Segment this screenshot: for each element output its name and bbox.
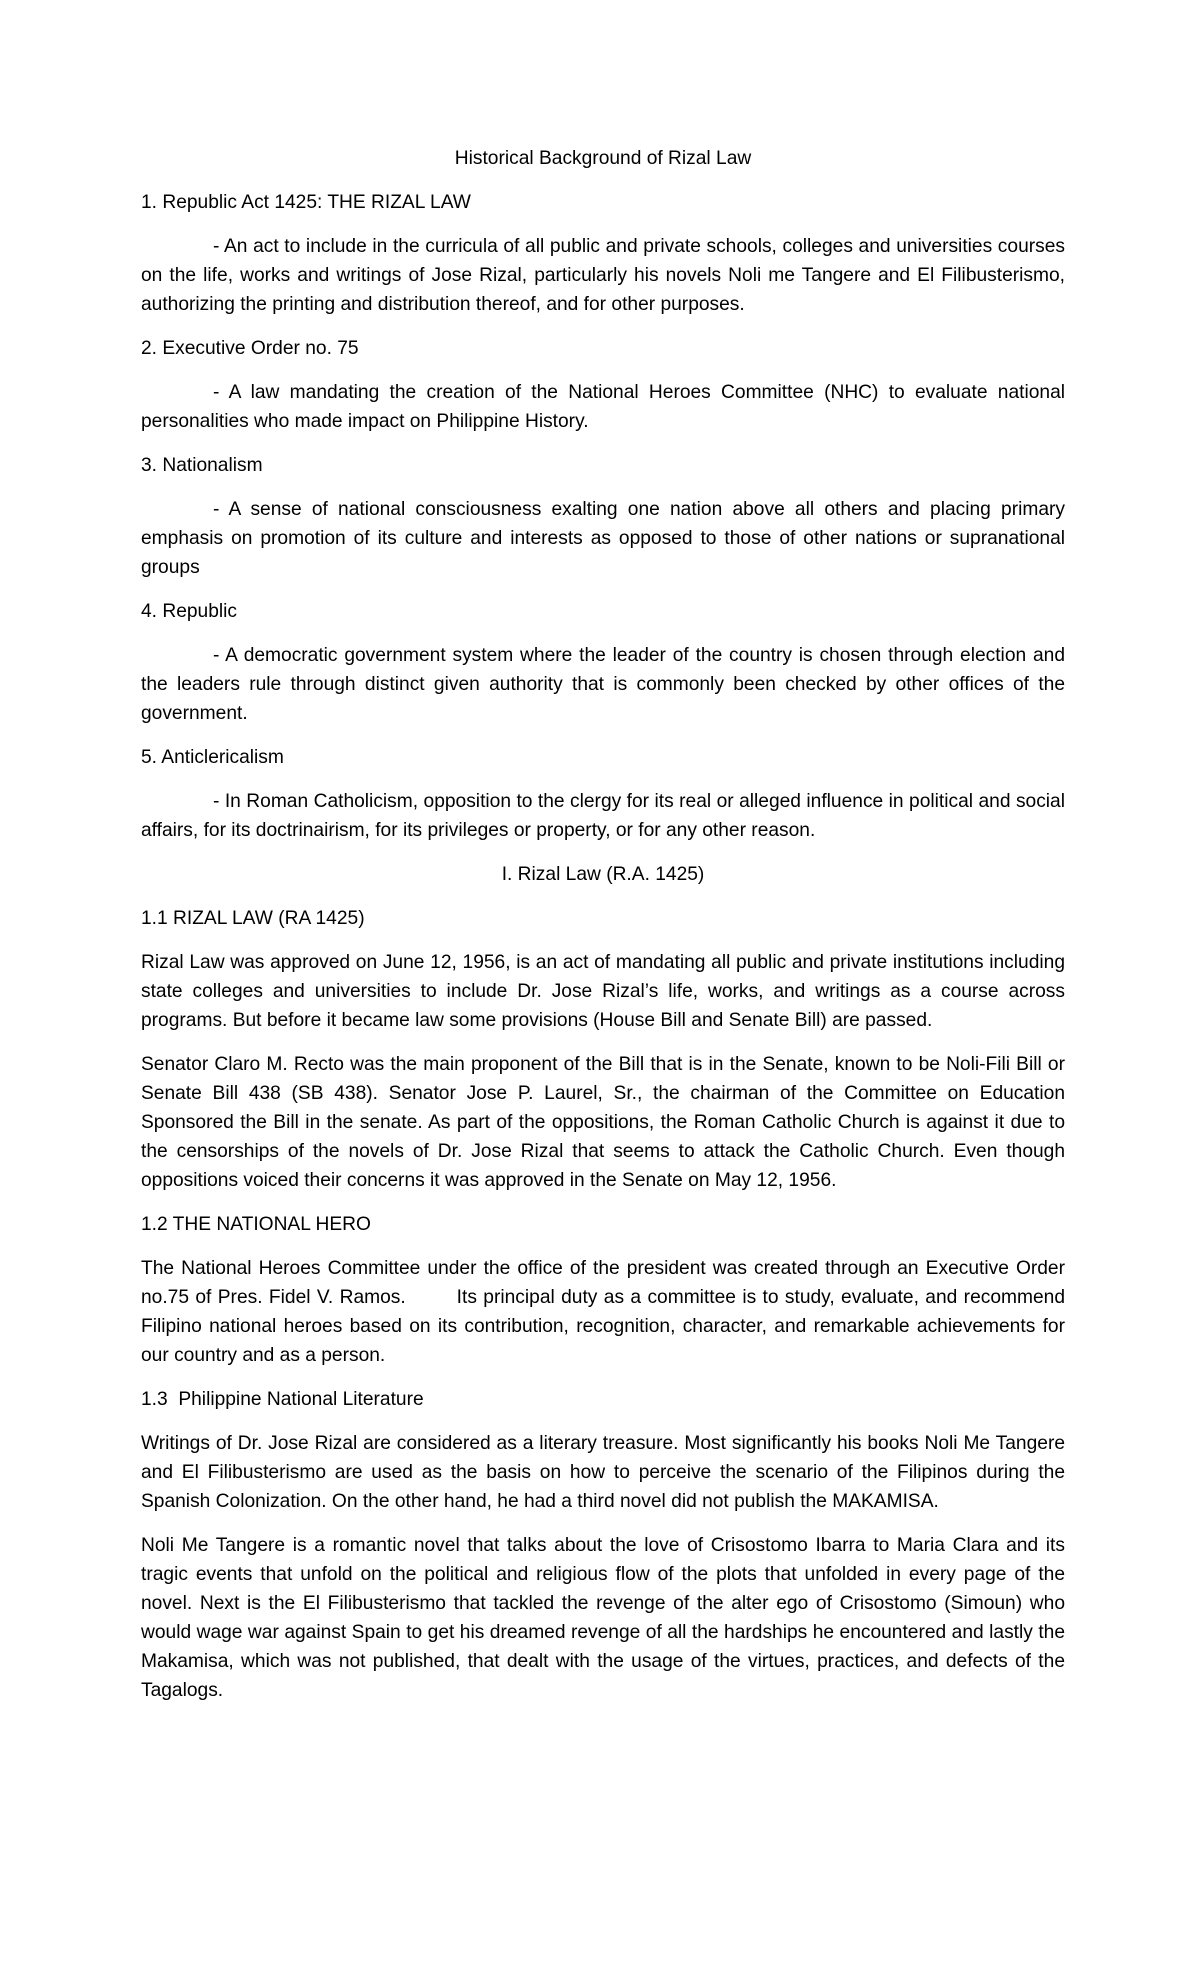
subsection-heading: 1.2 THE NATIONAL HERO (141, 1214, 371, 1235)
term-heading: 2. Executive Order no. 75 (141, 338, 359, 359)
section-title: I. Rizal Law (R.A. 1425) (501, 864, 705, 885)
subsection-heading: 1.3 Philippine National Literature (141, 1389, 424, 1410)
term-definition: - A democratic government system where the leader of the country is chosen through election and the leaders rule through distinct given authority that is commonly been checked by other offices of the government. (141, 645, 1065, 724)
paragraph: Senator Claro M. Recto was the main proponent of the Bill that is in the Senate, known to be Noli-Fili Bill or Senate Bill 438 (SB 438). Senator Jose P. Laurel, Sr., the chairman of the Committee on Education Sponsored the Bill in the senate. As part of the oppositions, the Roman Catholic Church is against it due to the censorships of the novels of Dr. Jose Rizal that seems to attack the Catholic Church. Even though oppositions voiced their concerns it was approved in the Senate on May 12, 1956. (141, 1054, 1065, 1191)
term-heading: 5. Anticlericalism (141, 747, 284, 768)
paragraph: Writings of Dr. Jose Rizal are considered as a literary treasure. Most significantly his books Noli Me Tangere and El Filibusterismo are used as the basis on how to perceive the scenario of the Filipinos during the Spanish Colonization. On the other hand, he had a third novel did not publish the MAKAMISA. (141, 1433, 1065, 1512)
subsection-heading: 1.1 RIZAL LAW (RA 1425) (141, 908, 365, 929)
paragraph: Rizal Law was approved on June 12, 1956, is an act of mandating all public and private institutions including state colleges and universities to include Dr. Jose Rizal’s life, works, and writings as a course across programs. But before it became law some provisions (House Bill and Senate Bill) are passed. (141, 952, 1065, 1031)
term-definition: - A sense of national consciousness exalting one nation above all others and placing primary emphasis on promotion of its culture and interests as opposed to those of other nations or supranational groups (141, 499, 1065, 578)
document-title: Historical Background of Rizal Law (454, 148, 752, 169)
term-definition: - In Roman Catholicism, opposition to the clergy for its real or alleged influence in political and social affairs, for its doctrinairism, for its privileges or property, or for any other reason. (141, 791, 1065, 841)
term-definition: - A law mandating the creation of the National Heroes Committee (NHC) to evaluate national personalities who made impact on Philippine History. (141, 382, 1065, 432)
term-heading: 1. Republic Act 1425: THE RIZAL LAW (141, 192, 471, 213)
term-definition: - An act to include in the curricula of all public and private schools, colleges and universities courses on the life, works and writings of Jose Rizal, particularly his novels Noli me Tangere and El Filibusterismo, authorizing the printing and distribution thereof, and for other purposes. (141, 236, 1065, 315)
paragraph: The National Heroes Committee under the office of the president was created through an Executive Order no.75 of Pres. Fidel V. Ramos. Its principal duty as a committee is to study, evaluate, and recommend Filipino national heroes based on its contribution, recognition, character, and remarkable achievements for our country and as a person. (141, 1258, 1071, 1366)
document-page (141, 144, 1071, 1720)
term-heading: 3. Nationalism (141, 455, 263, 476)
paragraph: Noli Me Tangere is a romantic novel that talks about the love of Crisostomo Ibarra to Maria Clara and its tragic events that unfold on the political and religious flow of the plots that unfolded in every page of the novel. Next is the El Filibusterismo that tackled the revenge of the alter ego of Crisostomo (Simoun) who would wage war against Spain to get his dreamed revenge of all the hardships he encountered and lastly the Makamisa, which was not published, that dealt with the usage of the virtues, practices, and defects of the Tagalogs. (141, 1535, 1065, 1701)
term-heading: 4. Republic (141, 601, 237, 622)
